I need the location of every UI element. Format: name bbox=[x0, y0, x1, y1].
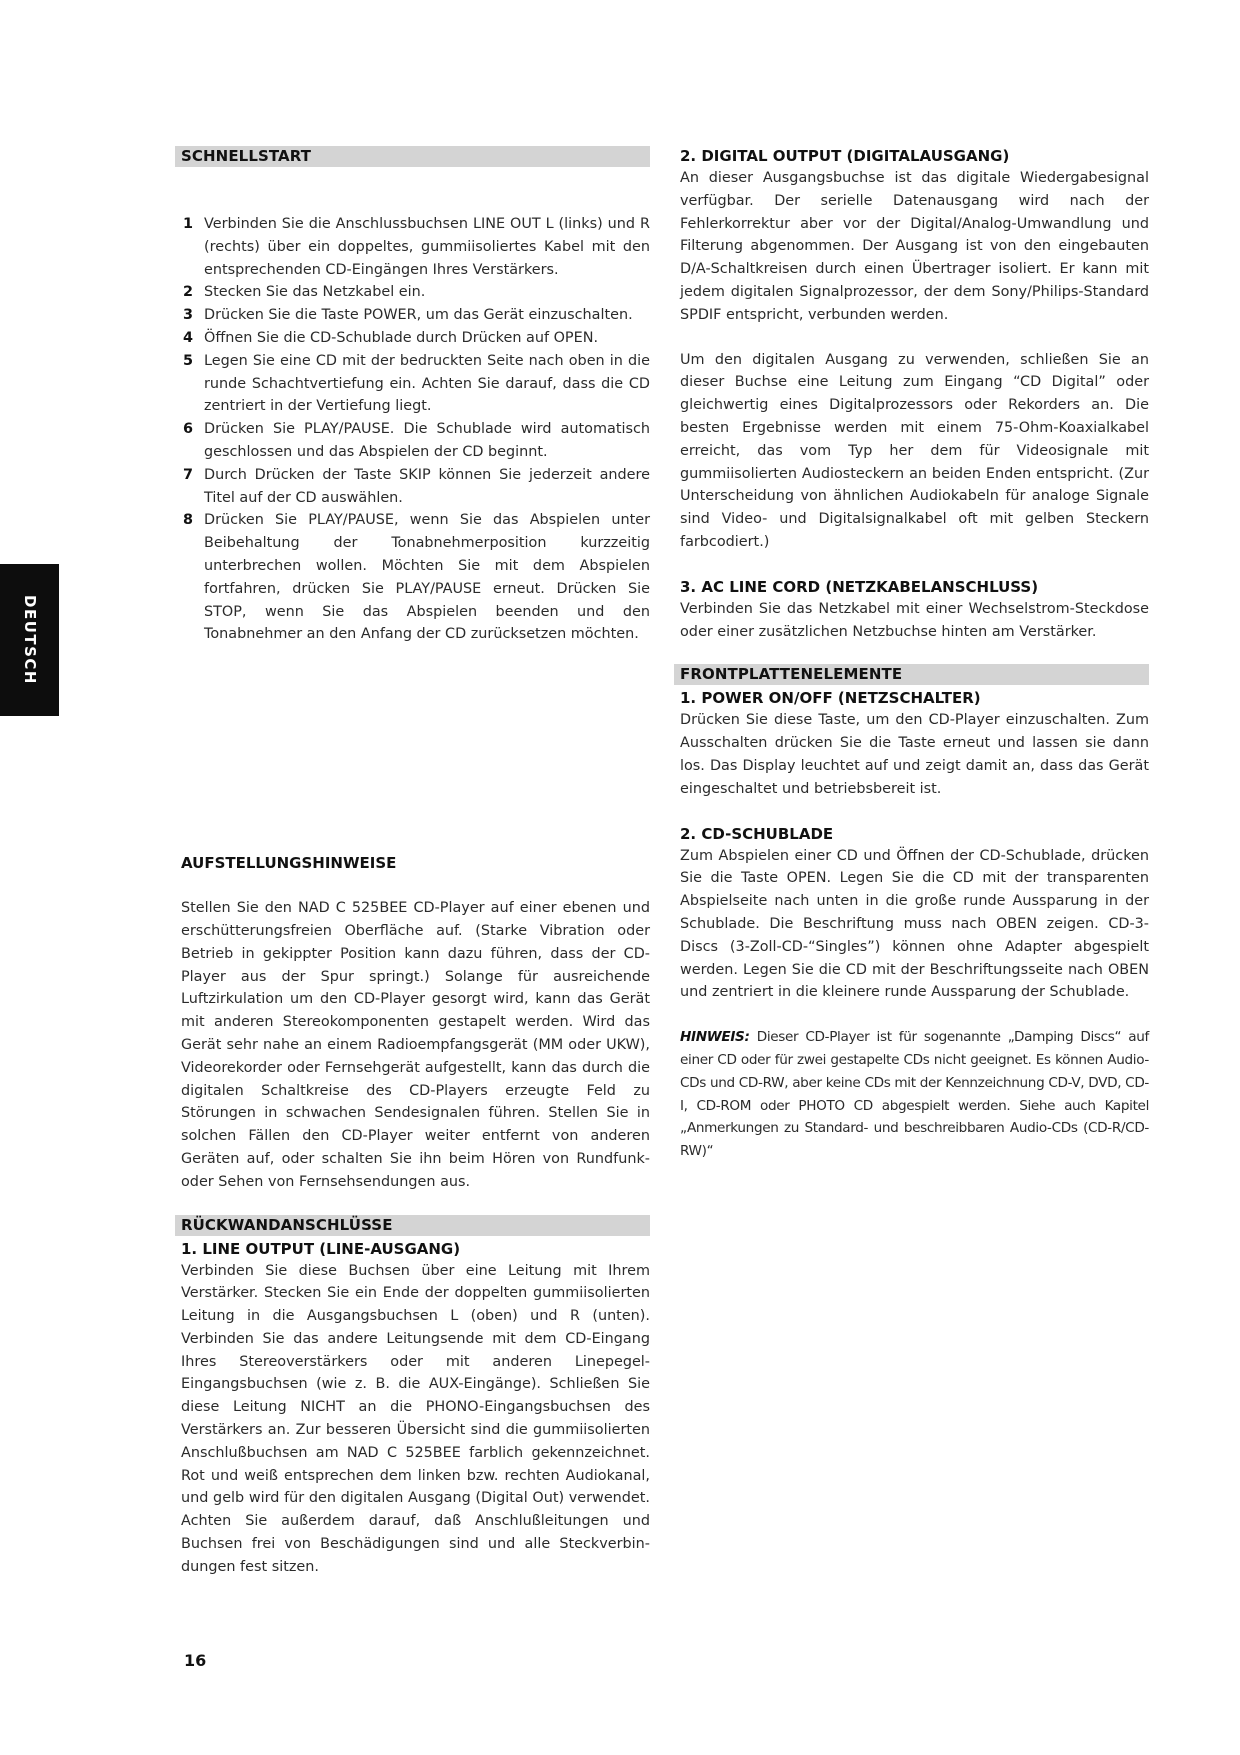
step-7 bbox=[181, 464, 650, 510]
schnellstart-steps bbox=[181, 213, 650, 646]
step-8 bbox=[181, 509, 650, 646]
power-text: Drücken Sie diese Taste, um den CD-Player einzuschalten. Zum Ausschalten drücken Sie die Taste erneut und lassen sie dann los. Das Display leuchtet auf und zeigt damit an, dass das Gerät eingeschaltet und betriebsbereit ist. bbox=[680, 712, 1149, 797]
digital-output-text-1: An dieser Ausgangsbuchse ist das digitale Wiedergabesignal verfügbar. Der serielle Datenausgang wird nach der Fehlerkorrektur aber vor der Digital/Analog-Umwandlung und Filterung abgenommen. Der Ausgang ist von den eingebauten D/A-Schaltkreisen durch einen Übertrager isoliert. Er kann mit jedem digitalen Signalprozessor, der dem Sony/Philips-Standard SPDIF entspricht, verbunden werden. bbox=[680, 170, 1149, 323]
step-3-text: Drücken Sie die Taste POWER, um das Gerät einzuschalten. bbox=[204, 307, 633, 324]
step-6-text: Drücken Sie PLAY/PAUSE. Die Schublade wird automatisch geschlossen und das Abspielen der CD beginnt. bbox=[204, 421, 650, 460]
step-5-number: 5 bbox=[183, 352, 194, 369]
hinweis-paragraph bbox=[680, 1026, 1149, 1163]
schublade-text: Zum Abspielen einer CD und Öffnen der CD-Schublade, drücken Sie die Taste OPEN. Legen Sie die CD mit der transparenten Abspielseite nach unten in die große runde Aussparung in der Schublade. Die Beschriftung muss nach OBEN zeigen. CD-3-Discs (3-Zoll-CD-“Singles”) können ohne Adapter abgespielt werden. Legen Sie die CD mit der Beschriftungsseite nach OBEN und zentriert in die kleinere runde Aussparung der Schublade. bbox=[680, 847, 1149, 1001]
left-column bbox=[181, 146, 650, 1579]
step-2-number: 2 bbox=[183, 284, 194, 301]
aufstellung-heading: AUFSTELLUNGSHINWEISE bbox=[181, 854, 397, 873]
right-column bbox=[680, 146, 1149, 1163]
step-6 bbox=[181, 418, 650, 464]
ac-line-heading: 3. AC LINE CORD (NETZKABELANSCHLUSS) bbox=[680, 577, 1039, 596]
ac-line-text: Verbinden Sie das Netzkabel mit einer Wechselstrom-Steckdose oder einer zusätzlichen Netzbuchse hinten am Verstärker. bbox=[680, 600, 1149, 640]
language-tab bbox=[0, 564, 59, 716]
line-output-heading: 1. LINE OUTPUT (LINE-AUSGANG) bbox=[181, 1239, 461, 1258]
step-8-number: 8 bbox=[183, 512, 194, 529]
language-tab-label: DEUTSCH bbox=[21, 595, 39, 685]
step-1-number: 1 bbox=[183, 216, 194, 232]
hinweis-text: Dieser CD-Player ist für sogenannte „Damping Discs“ auf einer CD oder für zwei gestapelte CDs nicht geeignet. Es können Audio-CDs und CD-RW, aber keine CDs mit der Kennzeichnung CD-V, DVD, CD-I, CD-ROM oder PHOTO CD abgespielt werden. Siehe auch Kapitel „Anmerkungen zu Standard- und beschreibbaren Audio-CDs (CD-R/CD-RW)“ bbox=[680, 1029, 1149, 1160]
aufstellung-text: Stellen Sie den NAD C 525BEE CD-Player auf einer ebenen und erschütterungsfreien Oberfläche auf. (Starke Vibration oder Betrieb in gekippter Position kann dazu führen, dass der CD-Player aus der Spur springt.) Solange für ausreichende Luftzirkulation um den CD-Player gesorgt wird, kann das Gerät mit anderen Stereokomponenten gestapelt werden. Wird das Gerät sehr nahe an einem Radioempfangsgerät (MM oder UKW), Videorekorder oder Fernsehgerät aufgestellt, kann das durch die digitalen Schaltkreise des CD-Players erzeugte Feld zu Störungen in schwachen Sendesignalen führen. Stellen Sie in solchen Fällen den CD-Player weiter entfernt von anderen Geräten auf, oder schalten Sie ihn beim Hören von Rundfunk- oder Sehen von Fernsehsendungen aus. bbox=[181, 900, 650, 1190]
step-3-number: 3 bbox=[183, 307, 194, 324]
step-4-text: Öffnen Sie die CD-Schublade durch Drücken auf OPEN. bbox=[204, 329, 599, 346]
step-3 bbox=[181, 304, 650, 327]
step-2 bbox=[181, 281, 650, 304]
step-7-number: 7 bbox=[183, 466, 194, 483]
step-2-text: Stecken Sie das Netzkabel ein. bbox=[204, 284, 426, 301]
schnellstart-heading: SCHNELLSTART bbox=[175, 146, 650, 167]
step-1 bbox=[181, 213, 650, 281]
rueckwand-heading: RÜCKWANDANSCHLÜSSE bbox=[175, 1215, 650, 1236]
step-8-text: Drücken Sie PLAY/PAUSE, wenn Sie das Abspielen unter Beibehaltung der Tonabnehmerposition kurzzeitig unterbrechen wollen. Möchten Sie mit dem Abspielen fortfahren, drücken Sie PLAY/PAUSE erneut. Drücken Sie STOP, wenn Sie das Abspielen beenden und den Tonabnehmer an den Anfang der CD zurücksetzen möchten. bbox=[204, 512, 650, 643]
power-heading: 1. POWER ON/OFF (NETZSCHALTER) bbox=[680, 689, 981, 708]
digital-output-heading: 2. DIGITAL OUTPUT (DIGITALAUSGANG) bbox=[680, 147, 1010, 165]
frontplatte-heading: FRONTPLATTENELEMENTE bbox=[674, 664, 1149, 685]
page-number: 16 bbox=[184, 1651, 207, 1670]
line-output-text: Verbinden Sie diese Buchsen über eine Leitung mit Ihrem Verstärker. Stecken Sie ein Ende der doppelten gummiisolierten Leitung in die Ausgangsbuchsen L (oben) und R (unten). Verbinden Sie das andere Leitungsende mit dem CD-Eingang Ihres Stereoverstärkers oder mit anderen Linepegel-Eingangsbuchsen (wie z. B. die AUX-Eingänge). Schließen Sie diese Leitung NICHT an die PHONO-Eingangsbuchsen des Verstärkers an. Zur besseren Übersicht sind die gummiisolierten Anschlußbuchsen am NAD C 525BEE farblich gekennzeichnet. Rot und weiß entsprechen dem linken bzw. rechten Audiokanal, und gelb wird für den digitalen Ausgang (Digital Out) verwendet. Achten Sie außerdem darauf, daß Anschlußleitungen und Buchsen frei von Beschädigungen sind und alle Steckverbin-dungen fest sitzen. bbox=[181, 1262, 650, 1575]
step-5-text: Legen Sie eine CD mit der bedruckten Seite nach oben in die runde Schachtvertiefung ein. Achten Sie darauf, dass die CD zentriert in der Vertiefung liegt. bbox=[204, 352, 650, 415]
step-1-text: Verbinden Sie die Anschlussbuchsen LINE OUT L (links) und R (rechts) über ein doppeltes, gummiisoliertes Kabel mit den entsprechenden CD-Eingängen Ihres Verstärkers. bbox=[204, 216, 650, 278]
step-4 bbox=[181, 327, 650, 350]
hinweis-label: HINWEIS: bbox=[680, 1029, 750, 1046]
digital-output-text-2: Um den digitalen Ausgang zu verwenden, schließen Sie an dieser Buchse eine Leitung zum Eingang “CD Digital” oder gleichwertig eines Digitalprozessors oder Rekorders an. Die besten Ergebnisse werden mit einem 75-Ohm-Koaxialkabel erreicht, das vom Typ her dem für Videosignale mit gummiisolierten Audiosteckern an beiden Enden entspricht. (Zur Unterscheidung von ähnlichen Audiokabeln für analoge Signale sind Video- und Digitalsignalkabel oft mit gelben Steckern farbcodiert.) bbox=[680, 351, 1149, 550]
step-4-number: 4 bbox=[183, 329, 194, 346]
step-5 bbox=[181, 350, 650, 418]
step-6-number: 6 bbox=[183, 421, 194, 438]
schublade-heading: 2. CD-SCHUBLADE bbox=[680, 824, 834, 843]
step-7-text: Durch Drücken der Taste SKIP können Sie jederzeit andere Titel auf der CD auswählen. bbox=[204, 466, 650, 506]
